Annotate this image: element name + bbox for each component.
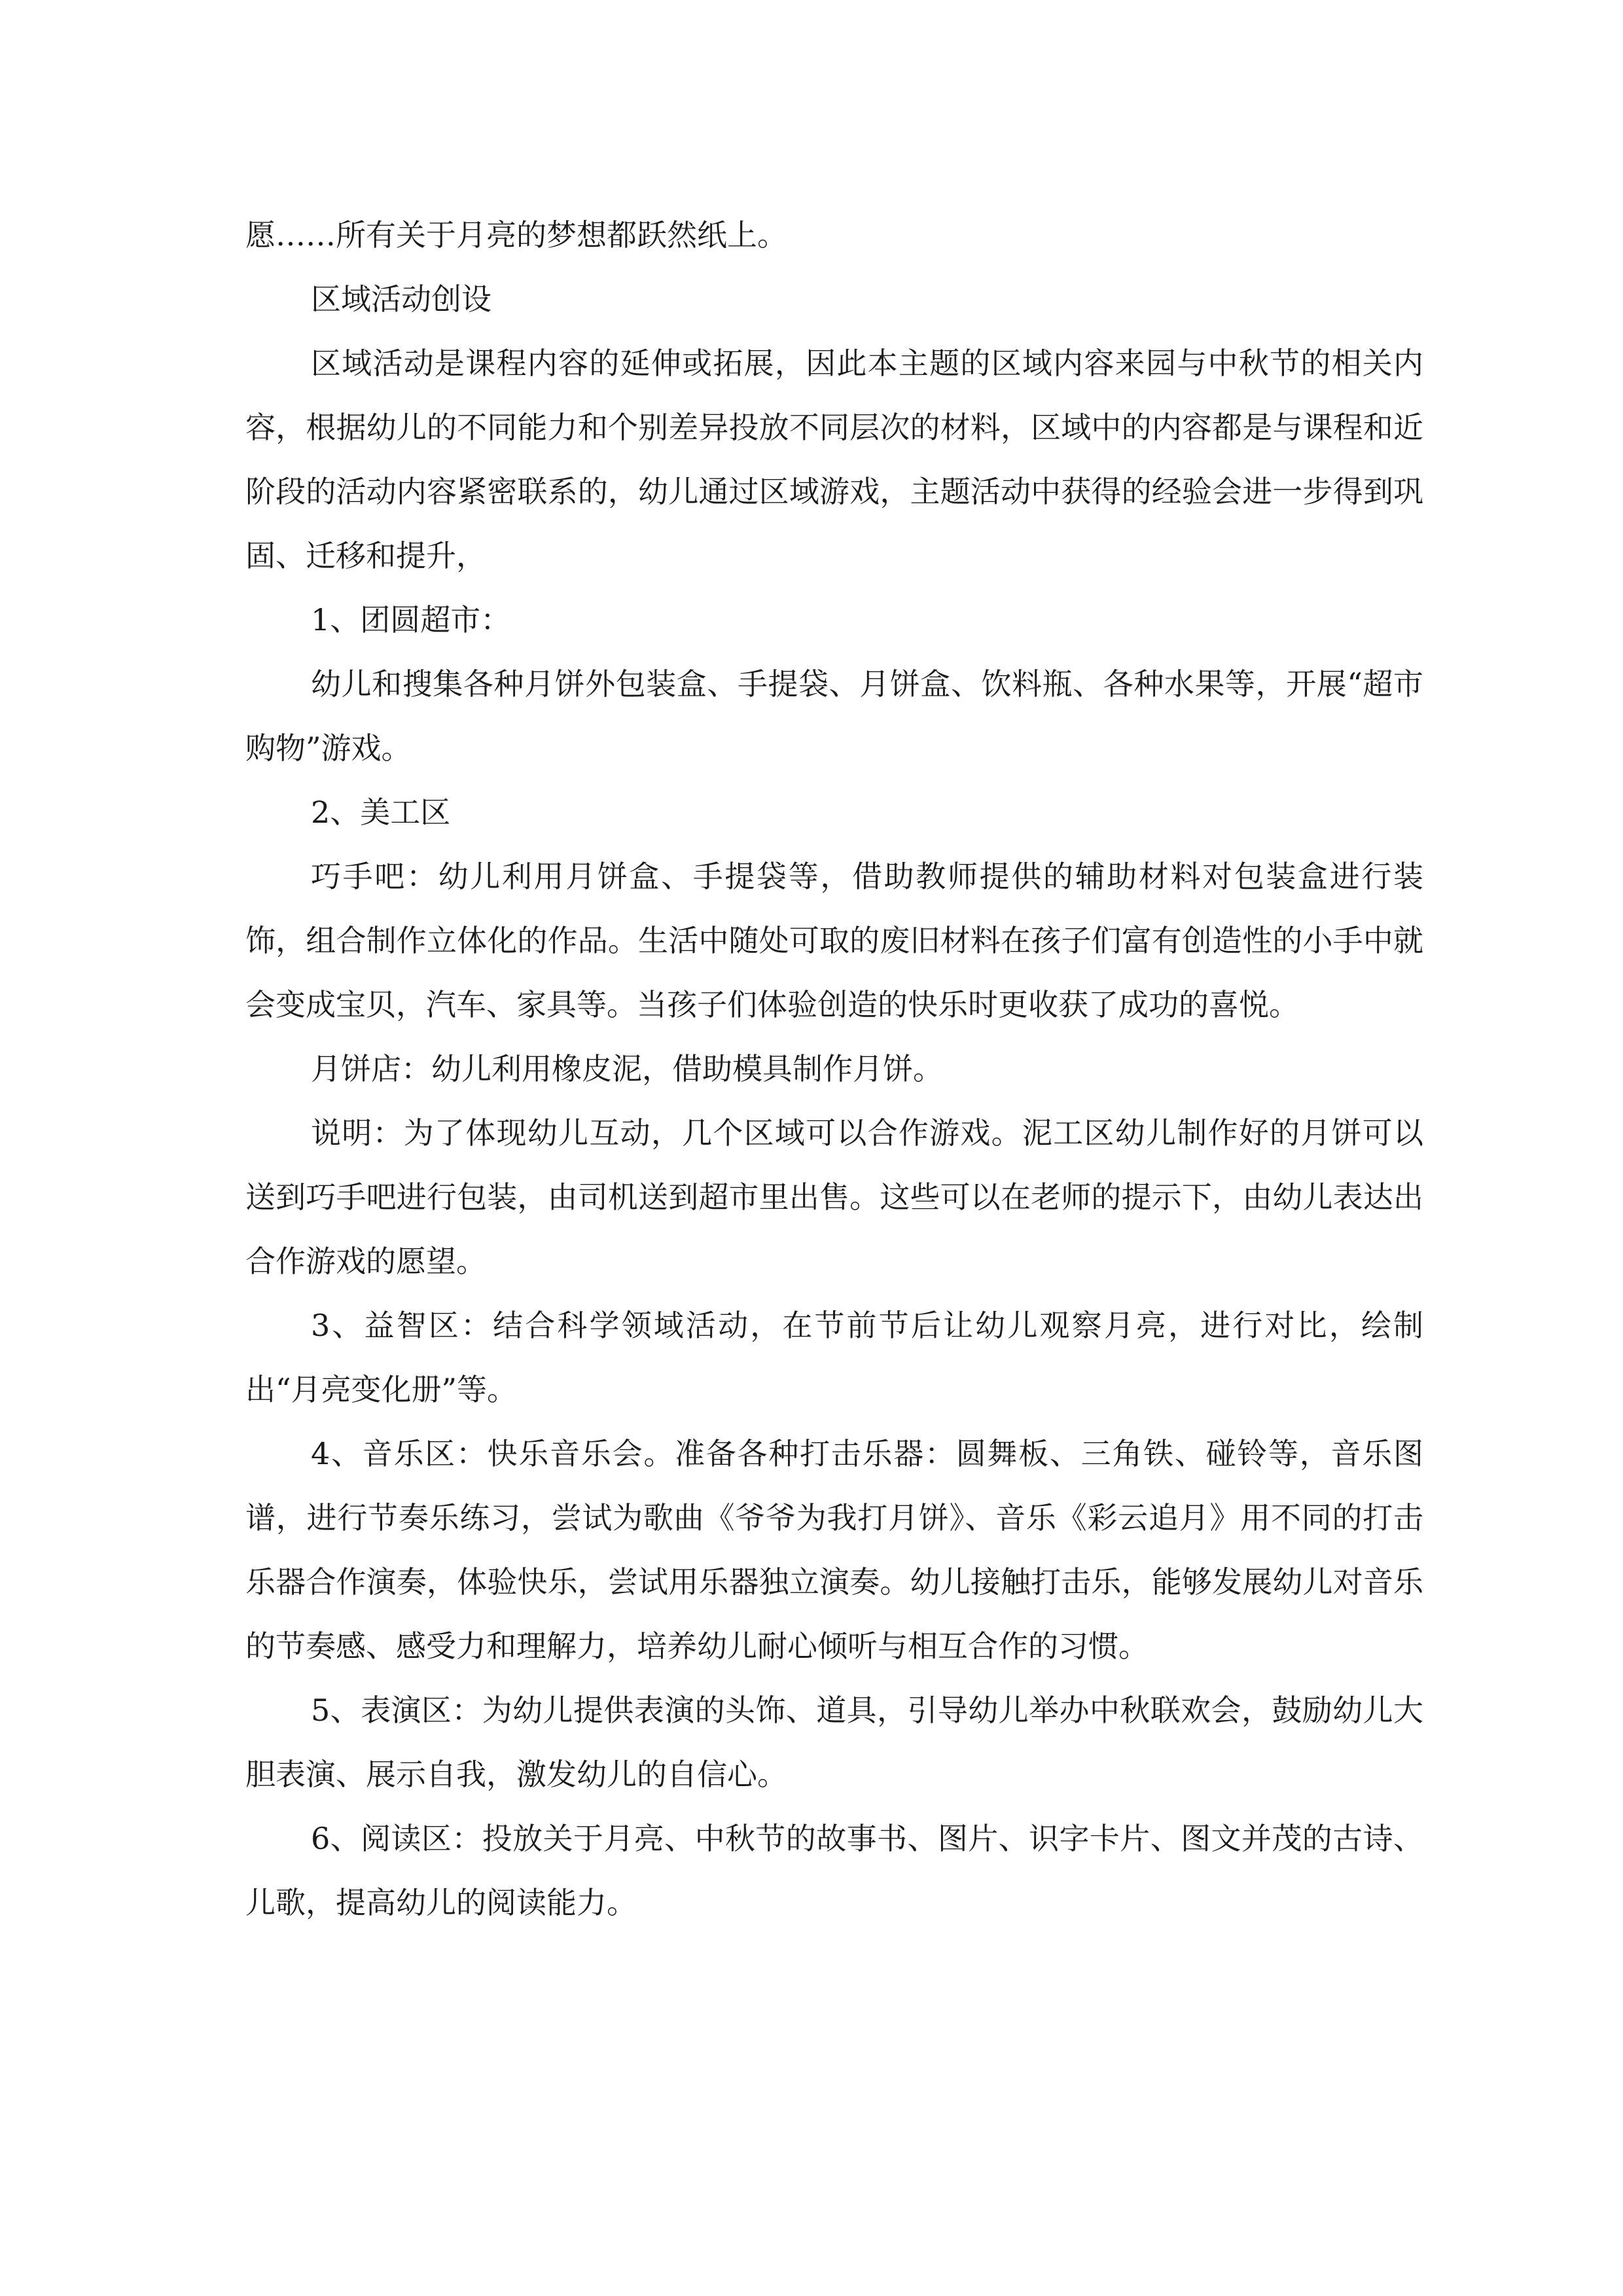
paragraph-mooncake-shop: 月饼店：幼儿利用橡皮泥，借助模具制作月饼。: [311, 1051, 943, 1086]
item-heading-art-area: 2、美工区: [311, 795, 451, 830]
paragraph-puzzle-area: 3、益智区：结合科学领域活动，在节前节后让幼儿观察月亮，进行对比，绘制出“月亮变化册”等。: [245, 1308, 1423, 1407]
paragraph-note: 说明：为了体现幼儿互动，几个区域可以合作游戏。泥工区幼儿制作好的月饼可以送到巧手吧进行包装，由司机送到超市里出售。这些可以在老师的提示下，由幼儿表达出合作游戏的愿望。: [245, 1115, 1423, 1279]
section-heading-area-activities: 区域活动创设: [311, 281, 491, 317]
paragraph-music-area: 4、音乐区：快乐音乐会。准备各种打击乐器：圆舞板、三角铁、碰铃等，音乐图谱，进行节奏乐练习，尝试为歌曲《爷爷为我打月饼》、音乐《彩云追月》用不同的打击乐器合作演奏，体验快乐，尝试用乐器独立演奏。幼儿接触打击乐，能够发展幼儿对音乐的节奏感、感受力和理解力，培养幼儿耐心倾听与相互合作的习惯。: [245, 1436, 1423, 1664]
paragraph-supermarket: 幼儿和搜集各种月饼外包装盒、手提袋、月饼盒、饮料瓶、各种水果等，开展“超市购物”游戏。: [245, 666, 1423, 766]
paragraph-reading-area: 6、阅读区：投放关于月亮、中秋节的故事书、图片、识字卡片、图文并茂的古诗、儿歌，提高幼儿的阅读能力。: [245, 1821, 1423, 1920]
paragraph-performance-area: 5、表演区：为幼儿提供表演的头饰、道具，引导幼儿举办中秋联欢会，鼓励幼儿大胆表演、展示自我，激发幼儿的自信心。: [245, 1693, 1423, 1792]
paragraph-continuation: 愿……所有关于月亮的梦想都跃然纸上。: [245, 217, 787, 253]
paragraph-handcraft: 巧手吧：幼儿利用月饼盒、手提袋等，借助教师提供的辅助材料对包装盒进行装饰，组合制作立体化的作品。生活中随处可取的废旧材料在孩子们富有创造性的小手中就会变成宝贝，汽车、家具等。当孩子们体验创造的快乐时更收获了成功的喜悦。: [245, 859, 1423, 1022]
item-heading-supermarket: 1、团圆超市：: [311, 602, 511, 637]
document-body: [245, 203, 1423, 1935]
paragraph-area-intro: 区域活动是课程内容的延伸或拓展，因此本主题的区域内容来园与中秋节的相关内容，根据幼儿的不同能力和个别差异投放不同层次的材料，区域中的内容都是与课程和近阶段的活动内容紧密联系的，幼儿通过区域游戏，主题活动中获得的经验会进一步得到巩固、迁移和提升，: [245, 346, 1423, 573]
